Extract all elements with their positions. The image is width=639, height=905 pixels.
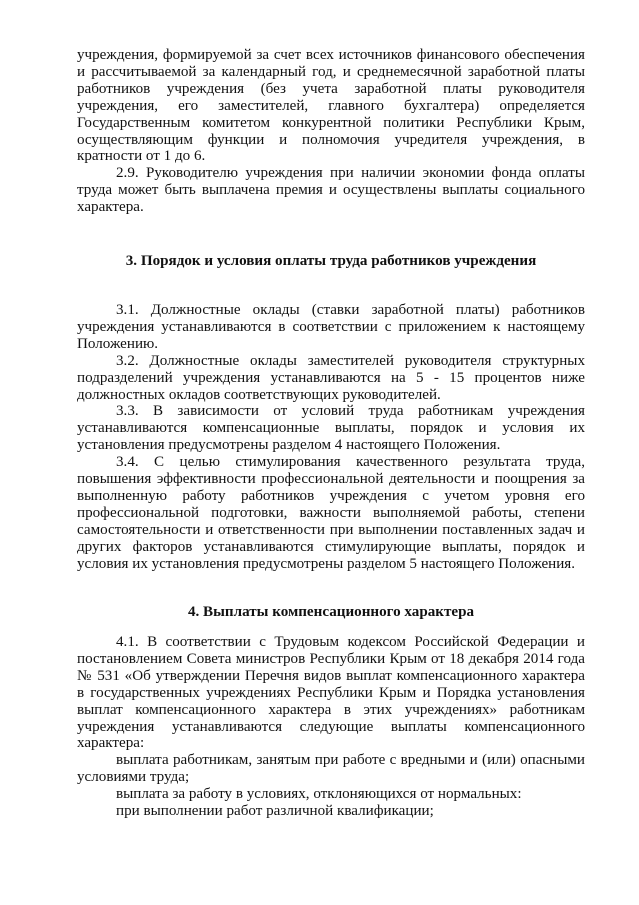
section-2-continuation <box>77 47 585 216</box>
list-item: при выполнении работ различной квалификации; <box>116 803 434 820</box>
paragraph-3-4: 3.4. С целью стимулирования качественного результата труда, повышения эффективности профессиональной деятельности и поощрения за выполненную работу работников учреждения с учетом уровня его профессиональной подготовки, важности выполняемой работы, степени самостоятельности и ответственности при выполнении поставленных задач и других факторов устанавливаются стимулирующие выплаты, порядок и условия их установления предусмотрены разделом 5 настоящего Положения. <box>77 454 585 572</box>
paragraph-3-2: 3.2. Должностные оклады заместителей руководителя структурных подразделений учреждения устанавливаются на 5 - 15 процентов ниже должностных окладов соответствующих руководителей. <box>77 352 585 403</box>
list-item: выплата работникам, занятым при работе с вредными и (или) опасными условиями труда; <box>77 752 585 786</box>
section-3-body <box>77 302 585 573</box>
section-3-heading: 3. Порядок и условия оплаты труда работников учреждения <box>125 253 537 269</box>
paragraph-2-9: 2.9. Руководителю учреждения при наличии экономии фонда оплаты труда может быть выплачена премия и осуществлены выплаты социального характера. <box>77 165 585 216</box>
list-item: выплата за работу в условиях, отклоняющихся от нормальных: <box>116 786 522 803</box>
section-4-heading: 4. Выплаты компенсационного характера <box>187 604 475 620</box>
section-4-body <box>77 634 585 820</box>
paragraph-4-1: 4.1. В соответствии с Трудовым кодексом Российской Федерации и постановлением Совета министров Республики Крым от 18 декабря 2014 года № 531 «Об утверждении Перечня видов выплат компенсационного характера в государственных учреждениях Республики Крым и Порядка установления выплат компенсационного характера в этих учреждениях» работникам учреждения устанавливаются следующие выплаты компенсационного характера: <box>77 634 585 752</box>
paragraph-2-8-tail: учреждения, формируемой за счет всех источников финансового обеспечения и рассчитываемой за календарный год, и среднемесячной заработной платы работников учреждения (без учета заработной платы руководителя учреждения, его заместителей, главного бухгалтера) определяется Государственным комитетом конкурентной политики Республики Крым, осуществляющим функции и полномочия учредителя учреждения, в кратности от 1 до 6. <box>77 47 585 165</box>
paragraph-3-1: 3.1. Должностные оклады (ставки заработной платы) работников учреждения устанавливаются в соответствии с приложением к настоящему Положению. <box>77 302 585 352</box>
paragraph-3-3: 3.3. В зависимости от условий труда работникам учреждения устанавливаются компенсационные выплаты, порядок и условия их установления предусмотрены разделом 4 настоящего Положения. <box>77 403 585 454</box>
